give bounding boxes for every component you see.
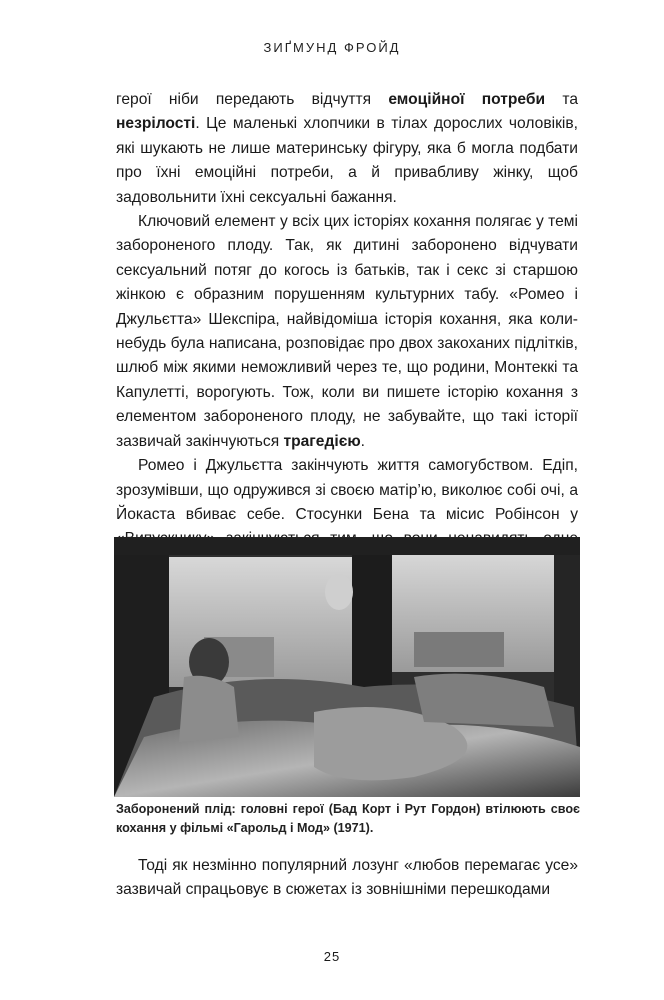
body-text-bottom bbox=[116, 854, 578, 903]
paragraph-2-text: Ключовий елемент у всіх цих історіях кохання полягає у темі забороненого плоду. Так, як дитині заборонено відчувати сексуальний потяг до когось із батьків, так і секс зі старшою жінкою є образним порушенням культурних табу. «Ромео і Джульєтта» Шекспіра, найвідоміша історія кохання, яка коли-небудь була написана, розповідає про двох закоханих підлітків, шлюб між якими неможливий через те, що родини, Монтеккі та Капулетті, ворогують. Тож, коли ви пишете історію кохання з елементом забороненого плоду, не забувайте, що такі історії зазвичай закінчуються bbox=[116, 213, 578, 450]
emphasis-emotional-need: емоційної потреби bbox=[388, 91, 546, 108]
paragraph-1 bbox=[116, 88, 578, 210]
running-head: ЗИҐМУНД ФРОЙД bbox=[263, 40, 401, 55]
film-still-illustration bbox=[114, 537, 580, 797]
film-still-photo bbox=[114, 537, 580, 797]
paragraph-4: Тоді як незмінно популярний лозунг «любов перемагає усе» зазвичай спрацьовує в сюжетах із зовнішніми перешкодами bbox=[116, 857, 578, 899]
paragraph-1-text-mid: та bbox=[545, 91, 578, 108]
paragraph-1-text: герої ніби передають відчуття bbox=[116, 91, 389, 108]
paragraph-1-text-end: . Це маленькі хлопчики в тілах дорослих чоловіків, які шукають не лише материнську фігуру, яка б могла подбати про їхні емоційні потреби, а й привабливу жінку, щоб задовольнити їхні сексуальні бажання. bbox=[116, 115, 578, 206]
figure-caption: Заборонений плід: головні герої (Бад Корт і Рут Гордон) втілюють своє кохання у фільмі «Гарольд і Мод» (1971). bbox=[116, 802, 580, 835]
paragraph-2 bbox=[116, 210, 578, 454]
paragraph-2-text-end: . bbox=[360, 432, 365, 450]
emphasis-tragedy: трагедією bbox=[283, 432, 361, 450]
body-text-top bbox=[116, 88, 578, 576]
page-number: 25 bbox=[323, 949, 341, 964]
paragraph-3: Ромео і Джульєтта закінчують життя самогубством. Едіп, зрозумівши, що одружився зі своєю матір’ю, виколює собі очі, а Йокаста вбиває себе. Стосунки Бена та місис Робінсон у bbox=[116, 457, 578, 523]
emphasis-immaturity: незрілості bbox=[116, 115, 196, 133]
